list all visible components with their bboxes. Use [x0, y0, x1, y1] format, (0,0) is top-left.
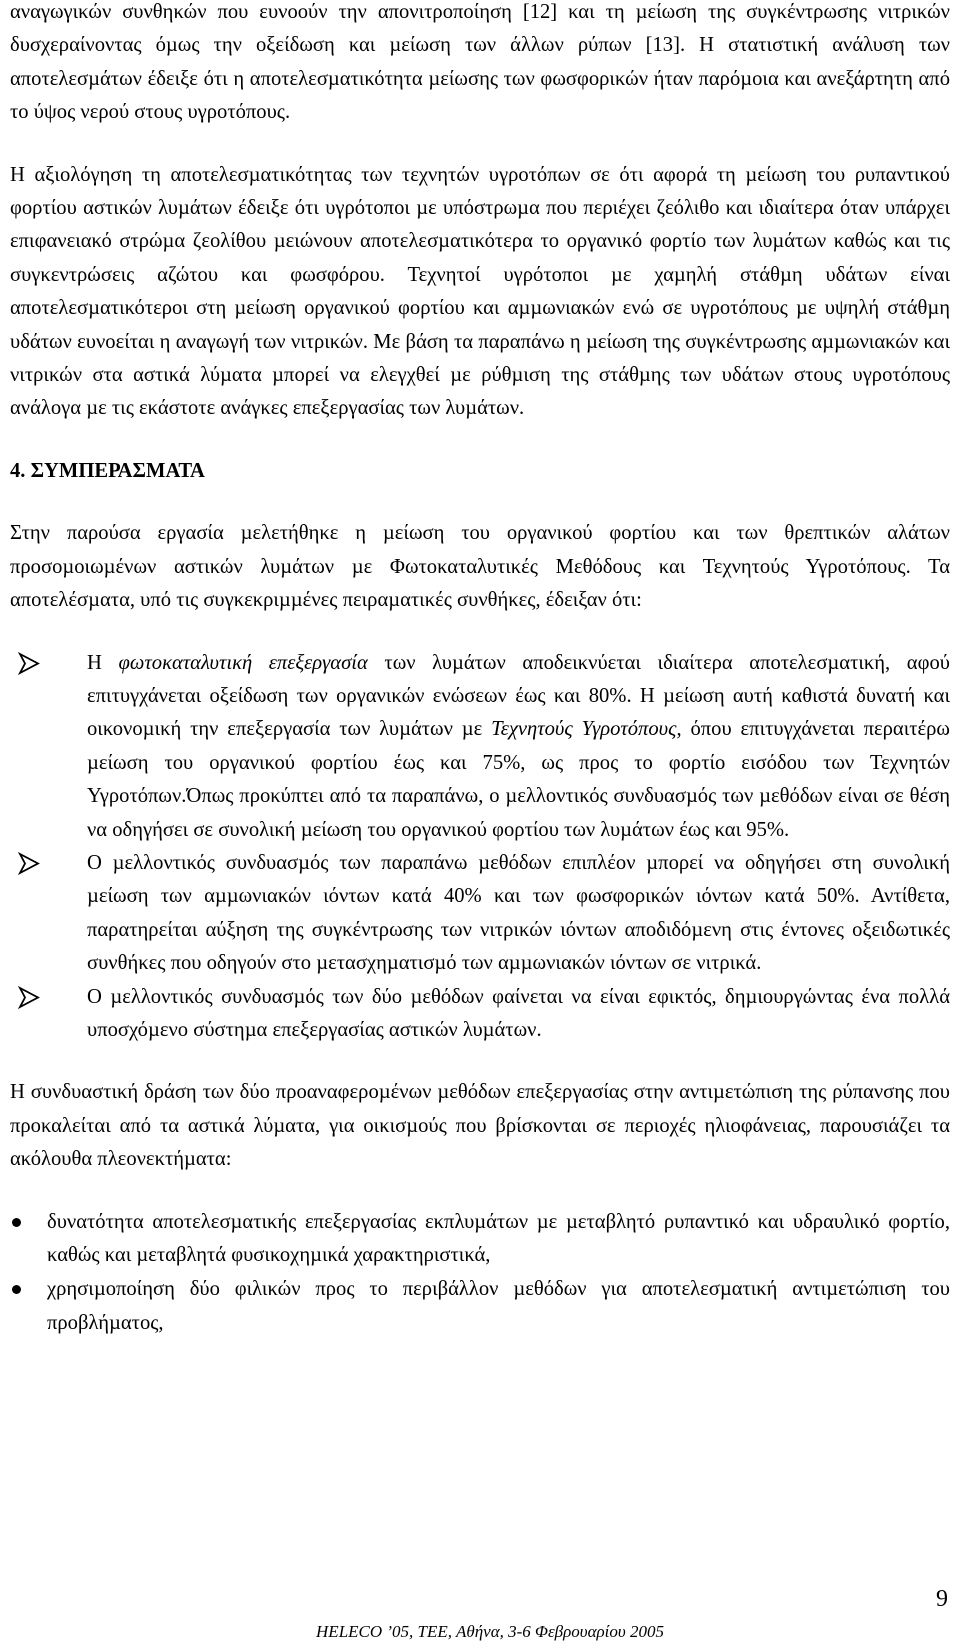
arrow-bullet-icon — [17, 847, 41, 880]
conclusion-item — [10, 847, 950, 981]
bullet-dot-icon — [12, 1285, 21, 1294]
conclusion-text: των λυµάτων αποδεικνύεται ιδιαίτερα αποτελεσµατική, αφού επιτυγχάνεται οξείδωση των οργανικών ενώσεων έως και 80%. Η µείωση αυτή καθιστά δυνατή και οικονοµική την επεξεργασία των λυµάτων µε — [87, 651, 950, 741]
paragraph-continuation: αναγωγικών συνθηκών που ευνοούν την απονιτροποίηση [12] και τη µείωση της συγκέντρωσης νιτρικών δυσχεραίνοντας όµως την οξείδωση και µείωση των άλλων ρύπων [13]. Η στατιστική ανάλυση των αποτελεσµάτων έδειξε ότι η αποτελεσµατικότητα µείωσης των φωσφορικών ήταν παρόµοια και ανεξάρτητη από το ύψος νερού στους υγροτόπους. — [10, 1, 950, 124]
paragraph-gap — [10, 130, 950, 159]
conclusion-item — [10, 981, 950, 1048]
conclusion-emphasis: Τεχνητούς Υγροτόπους — [491, 718, 677, 741]
advantage-item — [10, 1206, 950, 1273]
conclusions-list — [10, 647, 950, 1048]
conclusion-emphasis: φωτοκαταλυτική επεξεργασία — [118, 651, 368, 674]
conclusion-text: , όπου επιτυγχάνεται περαιτέρω µείωση του οργανικού φορτίου έως και 75%, ως προς το φορτίο εισόδου των Τεχνητών Υγροτόπων.Όπως προκύπτει από τα παραπάνω, ο µελλοντικός συνδυασµός των µεθόδων είναι σε θέση να οδηγήσει σε συνολική µείωση του οργανικού φορτίου των λυµάτων έως και 95%. — [87, 718, 950, 841]
paragraph-gap — [10, 426, 950, 455]
paragraph-gap — [10, 488, 950, 517]
paragraph-gap — [10, 618, 950, 647]
page-number: 9 — [936, 1586, 948, 1612]
conclusion-text: Ο µελλοντικός συνδυασµός των δύο µεθόδων φαίνεται να είναι εφικτός, δηµιουργώντας ένα πολλά υποσχόµενο σύστηµα επεξεργασίας αστικών λυµάτων. — [87, 985, 950, 1041]
paragraph-evaluation: Η αξιολόγηση τη αποτελεσµατικότητας των τεχνητών υγροτόπων σε ότι αφορά τη µείωση του ρυπαντικού φορτίου αστικών λυµάτων έδειξε ότι υγρότοποι µε υπόστρωµα που περιέχει ζεόλιθο και ιδιαίτερα όταν υπάρχει επιφανειακό στρώµα ζεολίθου µειώνουν αποτελεσµατικότερα το οργανικό φορτίο των λυµάτων καθώς και τις συγκεντρώσεις αζώτου και φωσφόρου. Τεχνητοί υγρότοποι µε χαµηλή στάθµη υδάτων είναι αποτελεσµατικότεροι στη µείωση οργανικού φορτίου και αµµωνιακών ενώ σε υγροτόπους µε υψηλή στάθµη υδάτων ευνοείται η αναγωγή των νιτρικών. Με βάση τα παραπάνω η µείωση της συγκέντρωσης αµµωνιακών και νιτρικών στα αστικά λύµατα µπορεί να ελεγχθεί µε ρύθµιση της στάθµης των υδάτων στους υγροτόπους ανάλογα µε τις εκάστοτε ανάγκες επεξεργασίας των λυµάτων. — [10, 163, 950, 420]
document-body — [10, 0, 950, 1341]
conclusion-item — [10, 647, 950, 847]
section-heading: 4. ΣΥΜΠΕΡΑΣΜΑΤΑ — [10, 459, 205, 482]
page-footer: HELECO ’05, ΤΕΕ, Αθήνα, 3-6 Φεβρουαρίου 2005 — [316, 1622, 664, 1641]
conclusion-text: Η — [87, 651, 119, 674]
advantage-item — [10, 1273, 950, 1340]
section-intro: Στην παρούσα εργασία µελετήθηκε η µείωση του οργανικού φορτίου και των θρεπτικών αλάτων προσοµοιωµένων αστικών λυµάτων µε Φωτοκαταλυτικές Μεθόδους και Τεχνητούς Υγροτόπους. Τα αποτελέσµατα, υπό τις συγκεκριµµένες πειραµατικές συνθήκες, έδειξαν ότι: — [10, 522, 950, 612]
bullet-dot-icon — [12, 1218, 21, 1227]
arrow-bullet-icon — [17, 647, 41, 680]
advantage-text: δυνατότητα αποτελεσµατικής επεξεργασίας εκπλυµάτων µε µεταβλητό ρυπαντικό και υδραυλικό φορτίο, καθώς και µεταβλητά φυσικοχηµικά χαρακτηριστικά, — [47, 1210, 950, 1266]
paragraph-gap — [10, 1047, 950, 1076]
advantage-text: χρησιµοποίηση δύο φιλικών προς το περιβάλλον µεθόδων για αποτελεσµατική αντιµετώπιση του προβλήµατος, — [47, 1278, 950, 1334]
paragraph-gap — [10, 1177, 950, 1206]
advantages-list — [10, 1206, 950, 1341]
advantages-intro: Η συνδυαστική δράση των δύο προαναφεροµένων µεθόδων επεξεργασίας στην αντιµετώπιση της ρύπανσης που προκαλείται από τα αστικά λύµατα, για οικισµούς που βρίσκονται σε περιοχές ηλιοφάνειας, παρουσιάζει τα ακόλουθα πλεονεκτήµατα: — [10, 1081, 950, 1171]
arrow-bullet-icon — [17, 981, 41, 1014]
conclusion-text: Ο µελλοντικός συνδυασµός των παραπάνω µεθόδων επιπλέον µπορεί να οδηγήσει στη συνολική µείωση των αµµωνιακών ιόντων κατά 40% και των φωσφορικών ιόντων κατά 50%. Αντίθετα, παρατηρείται αύξηση της συγκέντρωσης των νιτρικών ιόντων αποδιδόµενη στις έντονες οξειδωτικές συνθήκες που οδηγούν στο µετασχηµατισµό των αµµωνιακών ιόντων σε νιτρικά. — [87, 851, 950, 975]
